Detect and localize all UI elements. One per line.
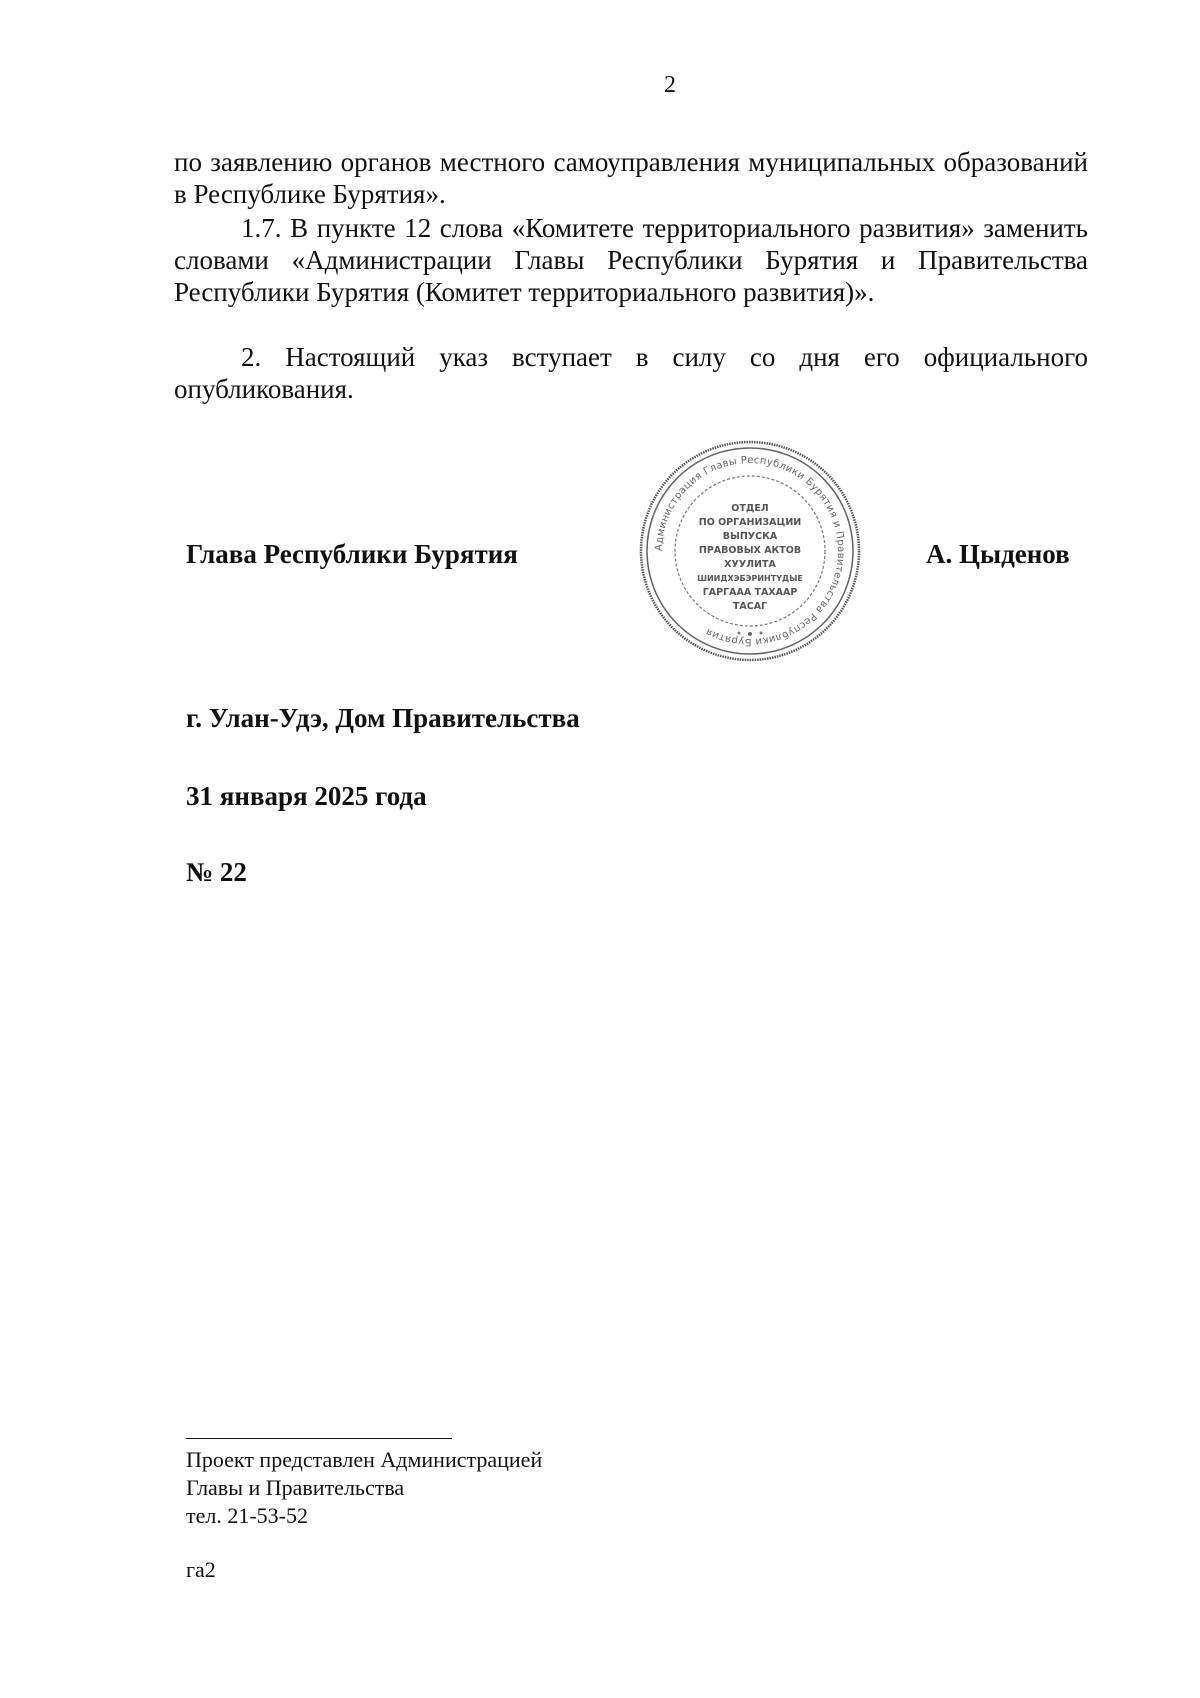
seal-outer-text: Администрация Главы Республики Бурятия и Правительства Республики Бурятия [653, 454, 847, 648]
signer-name: А. Цыденов [926, 539, 1070, 569]
page-number: 2 [664, 72, 676, 98]
seal-inner-line: ПРАВОВЫХ АКТОВ [698, 545, 802, 556]
paragraph-item-1-7: 1.7. В пункте 12 слова «Комитете территориального развития» заменить словами «Администрации Главы Республики Бурятия и Правительства Республики Бурятия (Комитет территориального развития)». [174, 213, 1088, 307]
seal-inner-line: ХУУЛИТА [724, 559, 776, 570]
footnote [186, 1446, 542, 1530]
paragraph-item-2: 2. Настоящий указ вступает в силу со дня его официального опубликования. [174, 342, 1088, 404]
document-code: га2 [186, 1557, 216, 1582]
official-seal [637, 438, 863, 664]
footnote-line: Проект представлен Администрацией [186, 1447, 543, 1472]
decree-number: № 22 [186, 857, 247, 887]
seal-inner-line: ОТДЕЛ [731, 503, 769, 514]
signer-title: Глава Республики Бурятия [186, 539, 518, 569]
signing-date: 31 января 2025 года [186, 781, 427, 811]
seal-inner-line: ШИИДХЭБЭРИНТҮДЫЕ [697, 574, 803, 583]
footnote-line: тел. 21-53-52 [186, 1503, 309, 1528]
paragraph-continuation: по заявлению органов местного самоуправления муниципальных образований в Республике Бурятия». [174, 147, 1088, 209]
seal-inner-line: ГАРГААА ТАХААР [702, 587, 798, 598]
seal-inner-line: ПО ОРГАНИЗАЦИИ [698, 517, 802, 528]
seal-inner-line: ТАСАГ [732, 601, 768, 612]
seal-inner-line: ВЫПУСКА [722, 531, 778, 542]
footnote-divider [186, 1438, 452, 1439]
signing-place: г. Улан-Удэ, Дом Правительства [186, 703, 580, 733]
footnote-line: Главы и Правительства [186, 1475, 405, 1500]
